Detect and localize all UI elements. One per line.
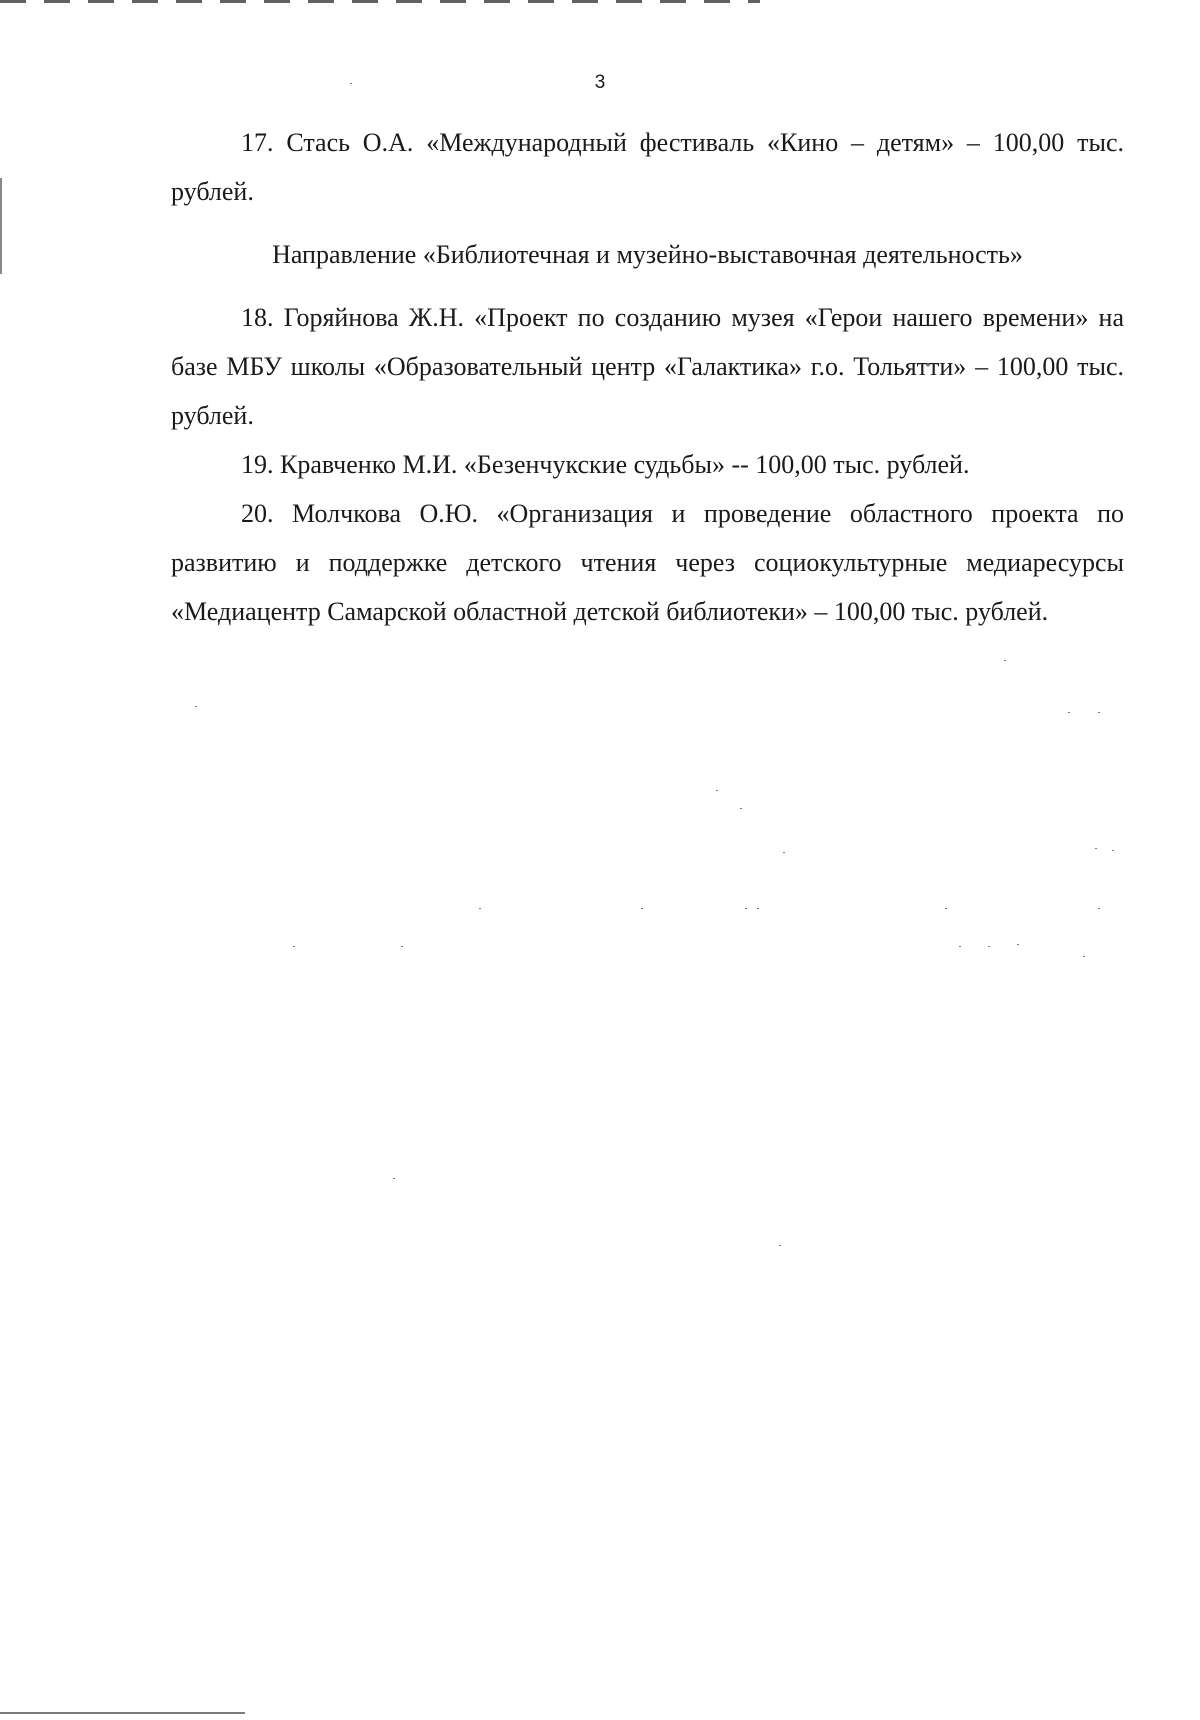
list-item-17: 17. Стась О.А. «Международный фестиваль «Кино – детям» – 100,00 тыс. рублей. [171,128,1124,206]
list-item-19: 19. Кравченко М.И. «Безенчукские судьбы» -- 100,00 тыс. рублей. [241,450,970,479]
document-body [171,118,1124,636]
scan-edge-left [0,178,2,274]
list-item-20: 20. Молчкова О.Ю. «Организация и проведение областного проекта по развитию и поддержке детского чтения через социокультурные медиаресурсы «Медиацентр Самарской областной детской библиотеки» – 100,00 тыс. рублей. [171,499,1124,626]
list-item-18: 18. Горяйнова Ж.Н. «Проект по созданию музея «Герои нашего времени» на базе МБУ школы «Образовательный центр «Галактика» г.о. Тольятти» – 100,00 тыс. рублей. [171,303,1124,430]
page-number: 3 [594,72,606,93]
section-heading: Направление «Библиотечная и музейно-выставочная деятельность» [272,240,1023,269]
scan-edge-top [0,0,760,3]
scan-edge-bottom [0,1712,245,1714]
